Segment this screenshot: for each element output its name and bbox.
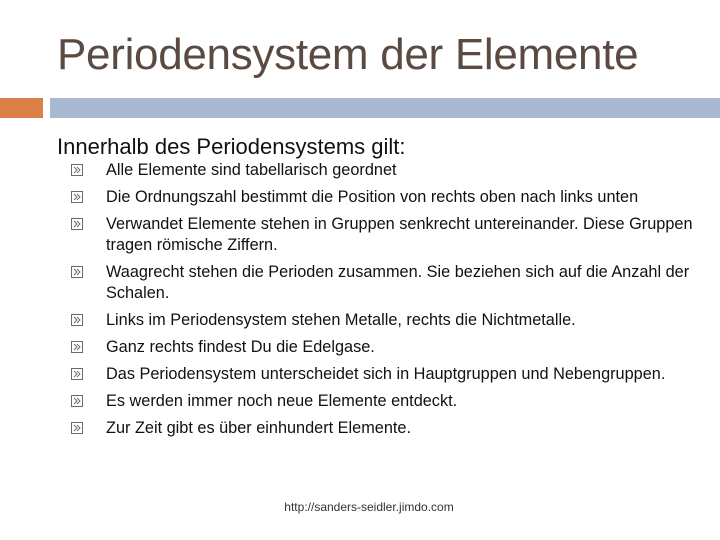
bullet-item xyxy=(70,364,710,385)
bullet-item xyxy=(70,418,710,439)
boxed-arrow-icon xyxy=(70,421,84,435)
boxed-arrow-icon xyxy=(70,190,84,204)
accent-bar-orange xyxy=(0,98,43,118)
bullet-list xyxy=(70,160,710,445)
bullet-item xyxy=(70,337,710,358)
boxed-arrow-icon xyxy=(70,394,84,408)
boxed-arrow-icon xyxy=(70,313,84,327)
boxed-arrow-icon xyxy=(70,367,84,381)
bullet-item xyxy=(70,160,710,181)
bullet-text: Zur Zeit gibt es über einhundert Elemente. xyxy=(106,419,411,437)
boxed-arrow-icon xyxy=(70,217,84,231)
boxed-arrow-icon xyxy=(70,163,84,177)
bullet-item xyxy=(70,214,710,256)
slide-subtitle: Innerhalb des Periodensystems gilt: xyxy=(57,134,406,159)
boxed-arrow-icon xyxy=(70,340,84,354)
bullet-text: Es werden immer noch neue Elemente entdeckt. xyxy=(106,392,458,410)
bullet-text: Ganz rechts findest Du die Edelgase. xyxy=(106,338,375,356)
bullet-text: Die Ordnungszahl bestimmt die Position von rechts oben nach links unten xyxy=(106,188,639,206)
bullet-item xyxy=(70,310,710,331)
boxed-arrow-icon xyxy=(70,265,84,279)
bullet-text: Links im Periodensystem stehen Metalle, rechts die Nichtmetalle. xyxy=(106,311,576,329)
bullet-item xyxy=(70,262,710,304)
bullet-item xyxy=(70,391,710,412)
bullet-text: Alle Elemente sind tabellarisch geordnet xyxy=(106,161,397,179)
bullet-text: Verwandet Elemente stehen in Gruppen senkrecht untereinander. Diese Gruppen tragen römische Ziffern. xyxy=(106,215,693,254)
bullet-text: Waagrecht stehen die Perioden zusammen. Sie beziehen sich auf die Anzahl der Schalen. xyxy=(106,263,690,302)
bullet-text: Das Periodensystem unterscheidet sich in Hauptgruppen und Nebengruppen. xyxy=(106,365,666,383)
footer-url: http://sanders-seidler.jimdo.com xyxy=(284,500,454,514)
slide-title: Periodensystem der Elemente xyxy=(57,30,639,79)
bullet-item xyxy=(70,187,710,208)
accent-bar-blue xyxy=(50,98,720,118)
